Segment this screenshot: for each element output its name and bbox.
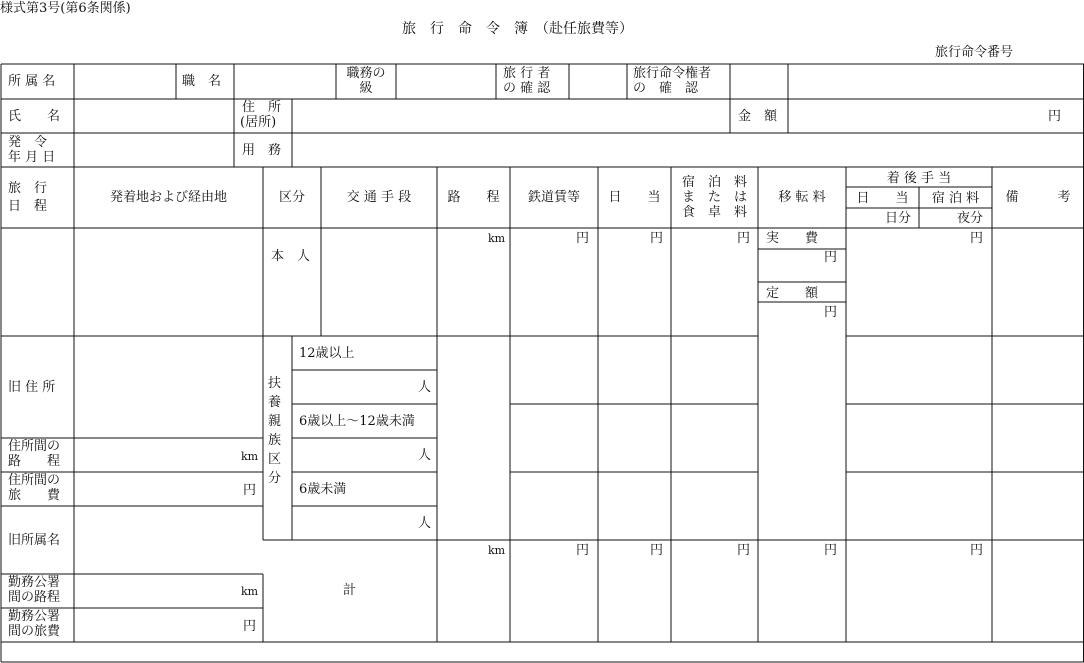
lodging-header-line3: 食 卓 料 [681, 205, 747, 220]
address-distance-line2: 路 程 [8, 454, 61, 469]
form-number: 様式第3号(第6条関係) [0, 1, 131, 16]
age-12-over-label: 12歳以上 [299, 346, 355, 361]
arrival-nights-unit: 夜分 [957, 211, 984, 226]
rail-fare-yen-unit: 円 [576, 231, 590, 246]
total-label: 計 [343, 583, 357, 598]
age-6-under-label: 6歳未満 [299, 482, 347, 497]
total-lodging-yen-unit: 円 [737, 543, 751, 558]
age-6-to-12-label: 6歳以上～12歳未満 [299, 414, 415, 429]
traveler-confirm-line1: 旅 行 者 [503, 66, 551, 81]
office-distance-line2: 間の路程 [8, 590, 61, 605]
arrival-daily-header: 日 当 [856, 191, 909, 206]
arrival-allowance-yen-unit: 円 [970, 231, 984, 246]
remarks-header: 備 考 [1005, 190, 1071, 205]
office-distance-line1: 勤務公署 [8, 575, 61, 590]
daily-allowance-header: 日 当 [608, 190, 661, 205]
authority-confirm-line1: 旅行命令権者 [633, 66, 712, 81]
lodging-yen-unit: 円 [737, 231, 751, 246]
distance-km-unit: km [488, 232, 506, 245]
arrival-days-unit: 日分 [885, 211, 912, 226]
grade-label-line1: 職務の [346, 66, 386, 81]
age-6-to-12-person-unit: 人 [418, 448, 432, 463]
self-label: 本 人 [271, 249, 311, 264]
arrival-allowance-header: 着 後 手 当 [886, 171, 952, 186]
total-rail-fare-yen-unit: 円 [576, 543, 590, 558]
old-department-label: 旧所属名 [8, 533, 61, 548]
fixed-amount-label: 定 額 [766, 286, 819, 301]
daily-yen-unit: 円 [650, 231, 664, 246]
lodging-header-line2: ま た は [681, 190, 747, 205]
address-label-line2: (居所) [240, 115, 277, 130]
issue-date-line2: 年 月 日 [8, 150, 56, 165]
actual-cost-label: 実 費 [766, 231, 819, 246]
address-fare-line2: 旅 費 [8, 488, 61, 503]
old-address-label: 旧 住 所 [8, 380, 56, 395]
address-label-line1: 住 所 [242, 100, 282, 115]
travel-order-number-label: 旅行命令番号 [935, 45, 1014, 60]
address-fare-line1: 住所間の [8, 473, 61, 488]
route-header: 発着地および経由地 [109, 190, 227, 205]
name-label: 氏 名 [8, 109, 61, 124]
age-6-under-person-unit: 人 [418, 516, 432, 531]
total-relocation-yen-unit: 円 [824, 543, 838, 558]
form-title: 旅 行 命 令 簿 （赴任旅費等） [402, 21, 633, 37]
grade-label-line2: 級 [359, 81, 373, 96]
lodging-header-line1: 宿 泊 料 [681, 175, 747, 190]
total-arrival-yen-unit: 円 [970, 543, 984, 558]
itinerary-label-line2: 日 程 [8, 199, 48, 214]
issue-date-line1: 発 令 [8, 135, 48, 150]
office-fare-line1: 勤務公署 [8, 609, 61, 624]
total-daily-yen-unit: 円 [650, 543, 664, 558]
fixed-amount-yen-unit: 円 [824, 305, 838, 320]
dependents-category-label: 扶養親族区分 [268, 376, 282, 486]
age-12-over-person-unit: 人 [418, 380, 432, 395]
amount-yen-unit: 円 [1048, 109, 1062, 124]
address-distance-km-unit: km [241, 450, 259, 463]
amount-label: 金 額 [738, 109, 778, 124]
address-distance-line1: 住所間の [8, 439, 61, 454]
arrival-lodging-header: 宿 泊 料 [931, 191, 980, 206]
traveler-confirm-line2: の 確 認 [503, 81, 551, 96]
office-fare-yen-unit: 円 [243, 619, 257, 634]
department-label: 所 属 名 [8, 74, 56, 89]
office-fare-line2: 間の旅費 [8, 624, 61, 639]
category-header: 区分 [278, 190, 305, 205]
office-distance-km-unit: km [241, 585, 259, 598]
address-fare-yen-unit: 円 [243, 483, 257, 498]
post-label: 職 名 [182, 74, 222, 89]
actual-cost-yen-unit: 円 [824, 250, 838, 265]
transport-header: 交 通 手 段 [346, 190, 412, 205]
authority-confirm-line2: の 確 認 [633, 81, 699, 96]
business-label: 用 務 [242, 143, 282, 158]
itinerary-label-line1: 旅 行 [8, 181, 48, 196]
distance-header: 路 程 [447, 190, 500, 205]
total-distance-km-unit: km [488, 544, 506, 557]
rail-fare-header: 鉄道賃等 [527, 190, 580, 205]
relocation-header: 移 転 料 [778, 190, 826, 205]
